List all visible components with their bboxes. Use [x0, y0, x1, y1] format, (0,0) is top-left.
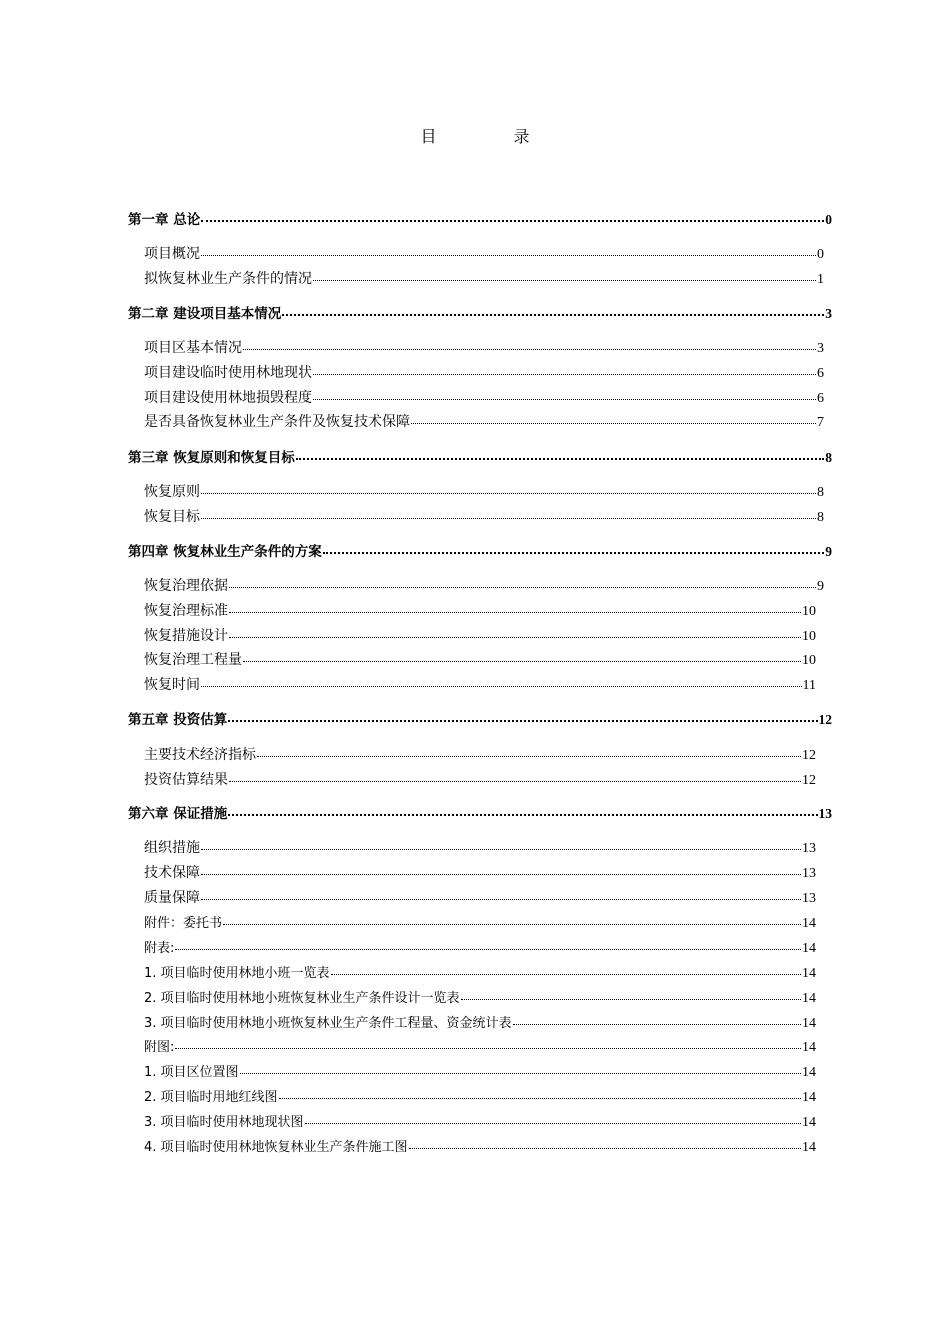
toc-entry-label: 第三章 恢复原则和恢复目标: [128, 450, 295, 466]
toc-dot-leader: [243, 338, 816, 352]
toc-page-number: 14: [802, 916, 816, 931]
toc-dot-leader: [175, 1037, 801, 1051]
toc-page-number: 8: [825, 450, 832, 465]
toc-entry-label: 项目建设使用林地损毁程度: [144, 390, 312, 406]
toc-section-entry[interactable]: [144, 482, 824, 502]
toc-entry-label: 质量保障: [144, 890, 200, 906]
toc-dot-leader: [201, 675, 802, 689]
toc-entry-label: 3. 项目临时使用林地现状图: [144, 1115, 304, 1130]
toc-entry-label: 恢复治理依据: [144, 578, 228, 594]
toc-dot-leader: [228, 804, 817, 818]
toc-page-number: 14: [802, 991, 816, 1006]
toc-entry-label: 恢复时间: [144, 677, 200, 693]
toc-entry-label: 恢复治理工程量: [144, 652, 242, 668]
toc-entry-label: 第五章 投资估算: [128, 712, 228, 728]
toc-section-entry[interactable]: [144, 1037, 816, 1057]
toc-chapter-entry[interactable]: [128, 448, 832, 468]
toc-section-entry[interactable]: [144, 269, 824, 289]
toc-dot-leader: [257, 745, 801, 759]
toc-dot-leader: [201, 210, 824, 224]
toc-entry-label: 第一章 总论: [128, 212, 201, 228]
toc-dot-leader: [313, 269, 816, 283]
toc-entry-label: 主要技术经济指标: [144, 747, 256, 763]
toc-entry-label: 2. 项目临时使用林地小班恢复林业生产条件设计一览表: [144, 991, 460, 1006]
toc-page-number: 10: [802, 629, 816, 644]
toc-entry-label: 恢复原则: [144, 484, 200, 500]
toc-dot-leader: [229, 601, 801, 615]
toc-section-entry[interactable]: [144, 888, 816, 908]
toc-dot-leader: [201, 863, 801, 877]
toc-dot-leader: [228, 710, 817, 724]
toc-entry-label: 第六章 保证措施: [128, 806, 228, 822]
toc-dot-leader: [201, 507, 816, 521]
toc-page-number: 14: [802, 1090, 816, 1105]
toc-entry-label: 3. 项目临时使用林地小班恢复林业生产条件工程量、资金统计表: [144, 1016, 512, 1031]
toc-page-number: 0: [817, 247, 824, 262]
toc-dot-leader: [313, 363, 816, 377]
toc-section-entry[interactable]: [144, 988, 816, 1008]
toc-dot-leader: [201, 888, 801, 902]
toc-entry-label: 第四章 恢复林业生产条件的方案: [128, 544, 322, 560]
toc-dot-leader: [201, 482, 816, 496]
toc-page-number: 14: [802, 1115, 816, 1130]
toc-page-number: 13: [802, 891, 816, 906]
toc-dot-leader: [313, 388, 816, 402]
toc-entry-label: 项目概况: [144, 246, 200, 262]
toc-section-entry[interactable]: [144, 838, 816, 858]
toc-page-number: 3: [817, 341, 824, 356]
toc-section-entry[interactable]: [144, 338, 824, 358]
toc-entry-label: 附图:: [144, 1040, 175, 1055]
toc-page-number: 6: [817, 366, 824, 381]
toc-dot-leader: [223, 913, 801, 927]
toc-dot-leader: [229, 576, 816, 590]
toc-entry-label: 投资估算结果: [144, 772, 228, 788]
toc-dot-leader: [229, 770, 801, 784]
toc-page-number: 14: [802, 1140, 816, 1155]
toc-section-entry[interactable]: [144, 388, 824, 408]
toc-dot-leader: [513, 1013, 801, 1027]
toc-page-number: 8: [817, 485, 824, 500]
toc-page-number: 12: [802, 748, 816, 763]
toc-entry-label: 附表:: [144, 941, 175, 956]
toc-entry-label: 恢复措施设计: [144, 628, 228, 644]
toc-dot-leader: [201, 244, 816, 258]
toc-page-number: 10: [802, 653, 816, 668]
toc-page-number: 1: [817, 272, 824, 287]
toc-page-number: 13: [818, 806, 832, 821]
toc-chapter-entry[interactable]: [128, 542, 832, 562]
toc-page-number: 14: [802, 966, 816, 981]
toc-entry-label: 项目区基本情况: [144, 340, 242, 356]
toc-entry-label: 拟恢复林业生产条件的情况: [144, 271, 312, 287]
toc-section-entry[interactable]: [144, 363, 824, 383]
toc-chapter-entry[interactable]: [128, 710, 832, 730]
toc-dot-leader: [296, 448, 825, 462]
toc-page-number: 10: [802, 604, 816, 619]
page-title: 目 录: [420, 127, 566, 146]
toc-dot-leader: [411, 412, 816, 426]
toc-dot-leader: [331, 963, 801, 977]
toc-page-number: 13: [802, 866, 816, 881]
toc-dot-leader: [240, 1062, 801, 1076]
toc-section-entry[interactable]: [144, 675, 816, 695]
toc-section-entry[interactable]: [144, 745, 816, 765]
toc-page-number: 12: [802, 773, 816, 788]
toc-entry-label: 恢复治理标准: [144, 603, 228, 619]
toc-dot-leader: [323, 542, 825, 556]
toc-page-number: 7: [817, 415, 824, 430]
toc-dot-leader: [229, 626, 801, 640]
toc-section-entry[interactable]: [144, 863, 816, 883]
toc-page-number: 12: [818, 712, 832, 727]
toc-page-number: 13: [802, 841, 816, 856]
toc-section-entry[interactable]: [144, 938, 816, 958]
toc-page-number: 6: [817, 391, 824, 406]
toc-section-entry[interactable]: [144, 913, 816, 933]
toc-entry-label: 第二章 建设项目基本情况: [128, 306, 282, 322]
toc-page-number: 3: [825, 306, 832, 321]
toc-page-number: 8: [817, 510, 824, 525]
toc-entry-label: 组织措施: [144, 840, 200, 856]
toc-section-entry[interactable]: [144, 1013, 816, 1033]
toc-chapter-entry[interactable]: [128, 804, 832, 824]
toc-section-entry[interactable]: [144, 1087, 816, 1107]
toc-dot-leader: [409, 1137, 801, 1151]
toc-page-number: 14: [802, 941, 816, 956]
toc-page-number: 11: [802, 678, 816, 693]
toc-dot-leader: [279, 1087, 801, 1101]
toc-entry-label: 附件：委托书: [144, 916, 223, 931]
toc-dot-leader: [305, 1112, 801, 1126]
toc-dot-leader: [243, 650, 801, 664]
toc-entry-label: 是否具备恢复林业生产条件及恢复技术保障: [144, 414, 410, 430]
toc-entry-label: 项目建设临时使用林地现状: [144, 365, 312, 381]
toc-entry-label: 1. 项目临时使用林地小班一览表: [144, 966, 330, 981]
toc-chapter-entry[interactable]: [128, 304, 832, 324]
toc-dot-leader: [282, 304, 824, 318]
toc-section-entry[interactable]: [144, 1112, 816, 1132]
toc-dot-leader: [201, 838, 801, 852]
toc-entry-label: 技术保障: [144, 865, 200, 881]
toc-page-number: 14: [802, 1040, 816, 1055]
toc-page-number: 14: [802, 1065, 816, 1080]
toc-section-entry[interactable]: [144, 770, 816, 790]
toc-entry-label: 4. 项目临时使用林地恢复林业生产条件施工图: [144, 1140, 408, 1155]
toc-section-entry[interactable]: [144, 1137, 816, 1157]
toc-page-number: 9: [817, 579, 824, 594]
toc-page-number: 14: [802, 1016, 816, 1031]
toc-entry-label: 2. 项目临时用地红线图: [144, 1090, 278, 1105]
toc-page-number: 0: [825, 212, 832, 227]
toc-section-entry[interactable]: [144, 412, 824, 432]
toc-page-number: 9: [825, 544, 832, 559]
toc-section-entry[interactable]: [144, 507, 824, 527]
toc-chapter-entry[interactable]: [128, 210, 832, 230]
toc-dot-leader: [175, 938, 801, 952]
toc-section-entry[interactable]: [144, 576, 824, 596]
toc-entry-label: 恢复目标: [144, 509, 200, 525]
toc-section-entry[interactable]: [144, 244, 824, 264]
toc-entry-label: 1. 项目区位置图: [144, 1065, 239, 1080]
toc-section-entry[interactable]: [144, 626, 816, 646]
toc-section-entry[interactable]: [144, 1062, 816, 1082]
toc-section-entry[interactable]: [144, 601, 816, 621]
toc-dot-leader: [461, 988, 801, 1002]
toc-section-entry[interactable]: [144, 963, 816, 983]
toc-section-entry[interactable]: [144, 650, 816, 670]
